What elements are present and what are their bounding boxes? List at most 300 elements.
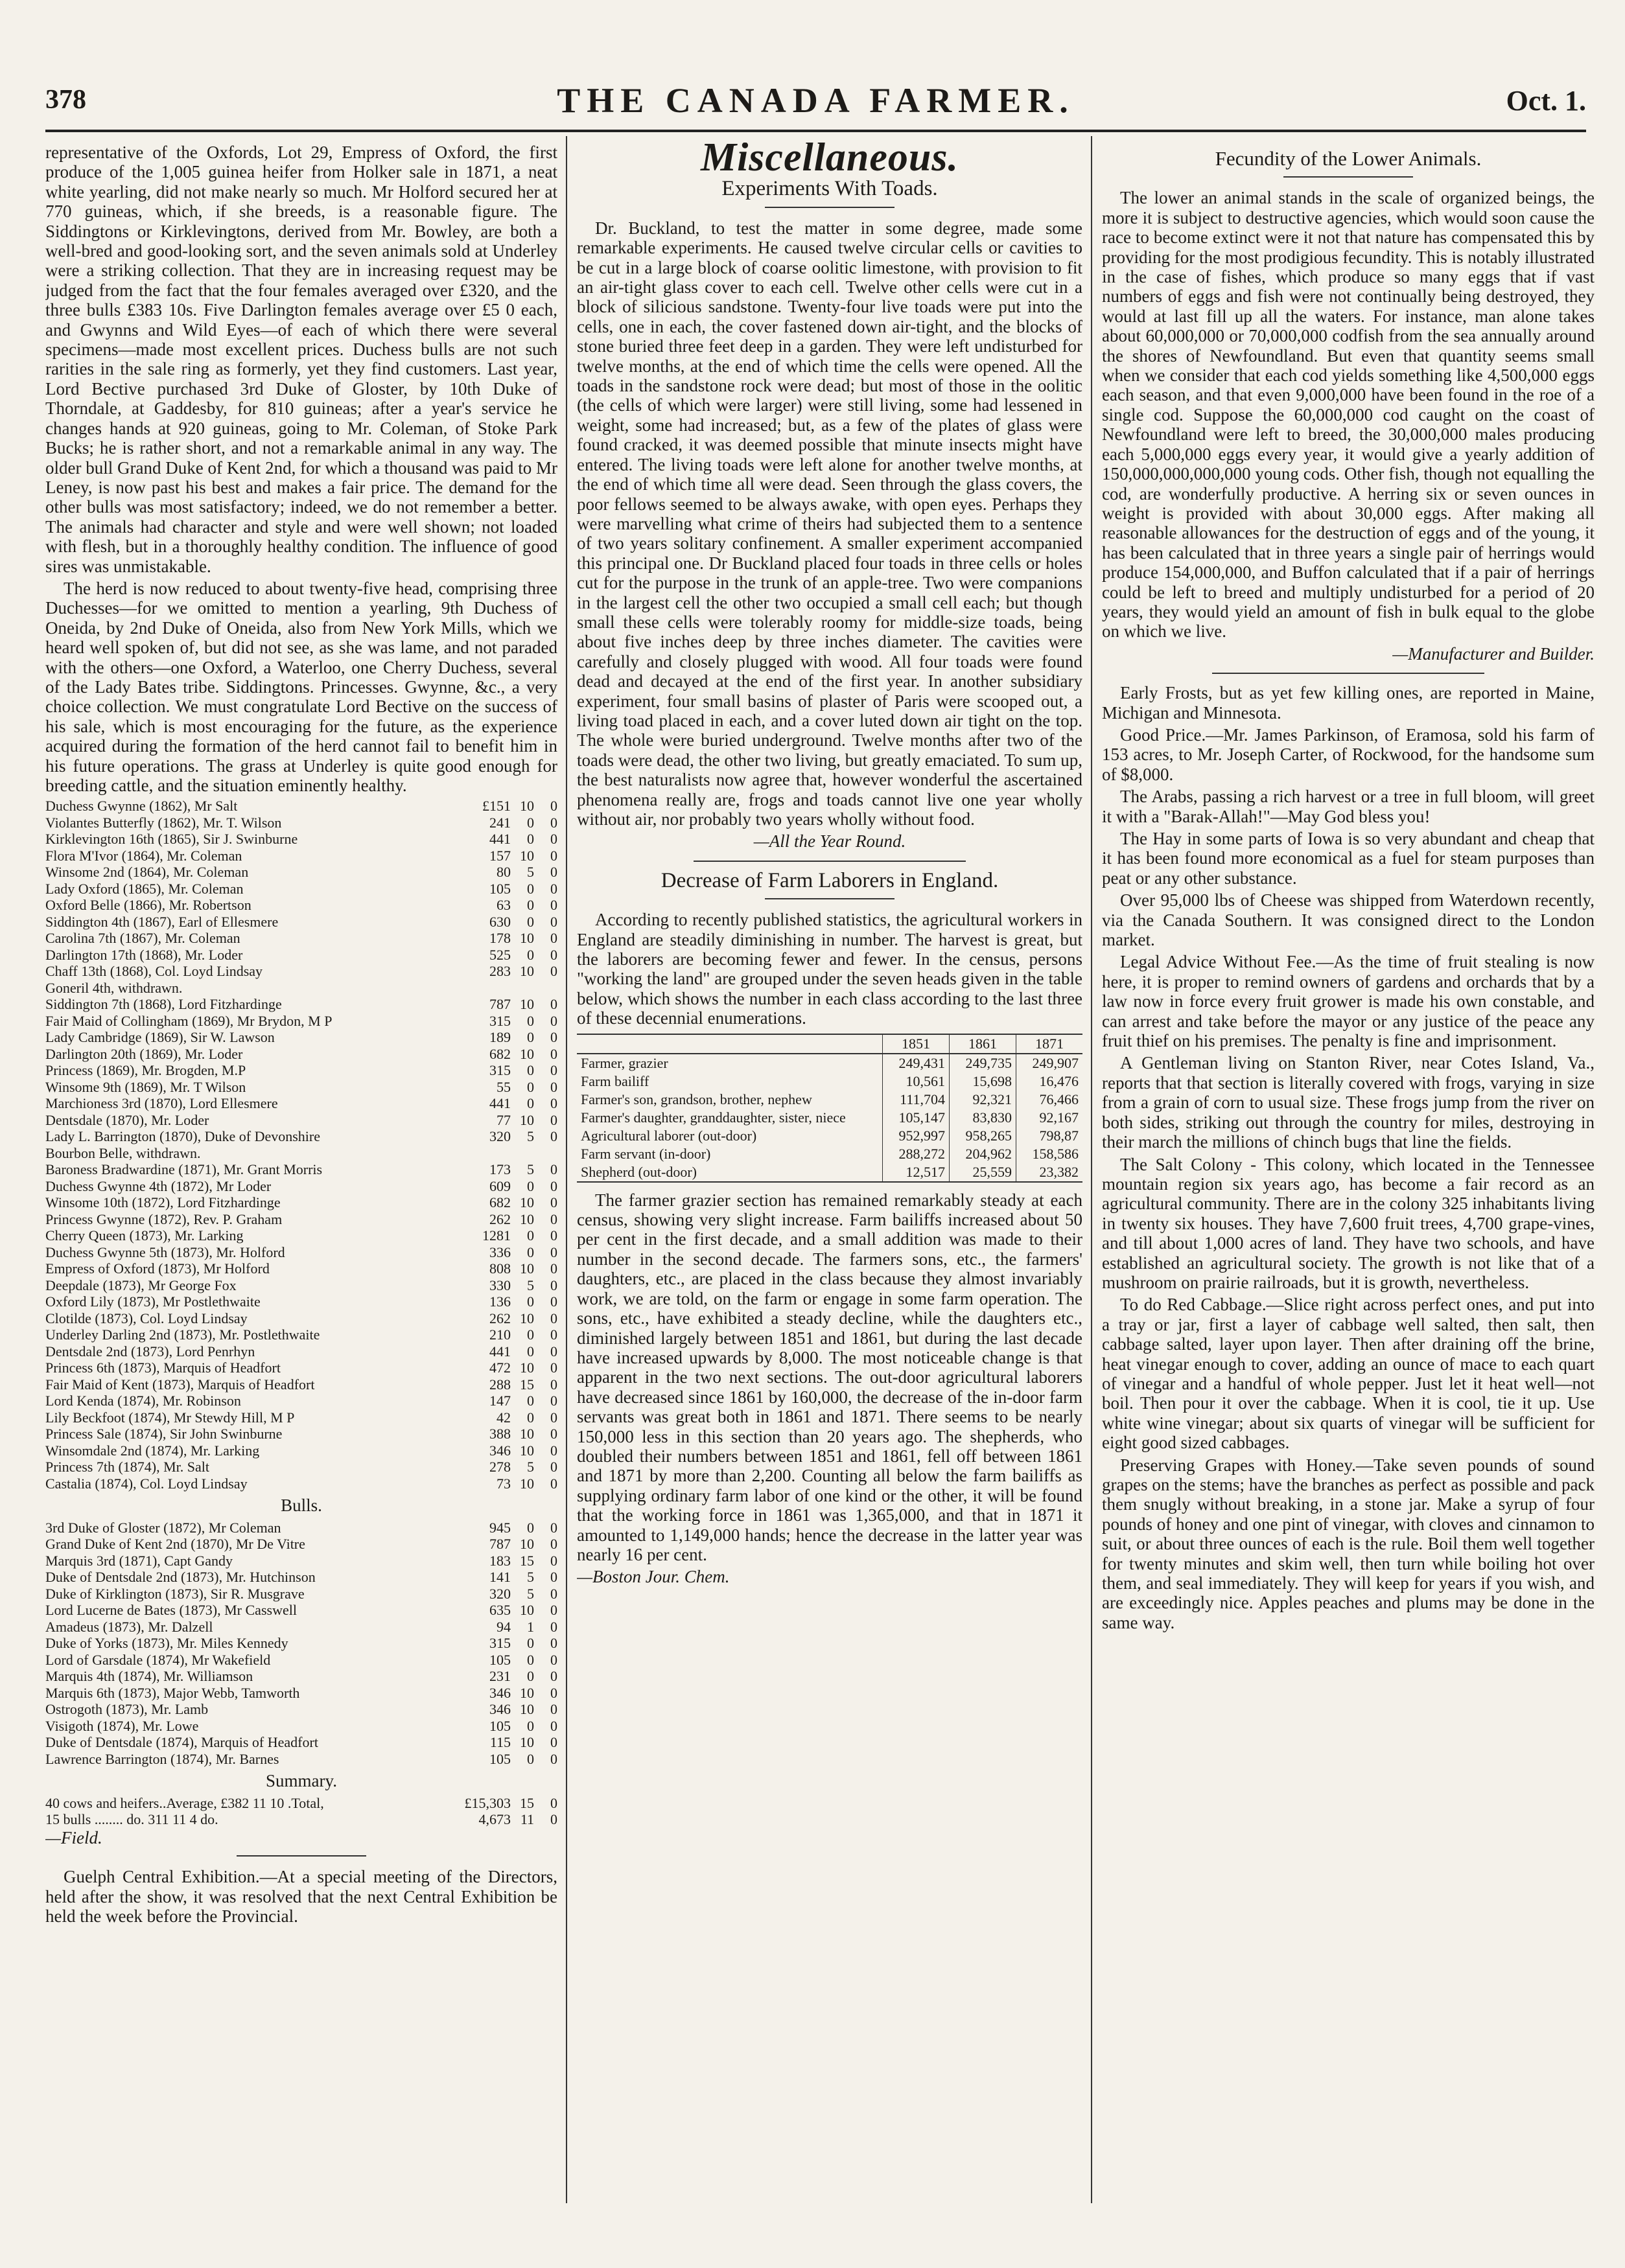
table-cell: 92,321 bbox=[950, 1091, 1016, 1109]
table-cell: 15,698 bbox=[950, 1072, 1016, 1091]
sale-price: 0 bbox=[550, 1177, 557, 1194]
sale-row bbox=[45, 1459, 557, 1475]
sale-price: 330 bbox=[489, 1277, 511, 1293]
sale-row bbox=[45, 1442, 557, 1459]
sale-price: 0 bbox=[550, 1750, 557, 1767]
sale-entry: Visigoth (1874), Mr. Lowe bbox=[45, 1717, 199, 1734]
sale-price: 0 bbox=[550, 1326, 557, 1343]
bulls-sale-table bbox=[45, 1520, 557, 1768]
sale-row bbox=[45, 1343, 557, 1360]
sale-entry: Lord Lucerne de Bates (1873), Mr Casswell bbox=[45, 1602, 297, 1619]
sale-row bbox=[45, 1310, 557, 1327]
sale-price: 0 bbox=[550, 1569, 557, 1586]
sale-row bbox=[45, 1668, 557, 1685]
table-cell: 249,907 bbox=[1016, 1054, 1083, 1072]
sale-entry: Flora M'Ivor (1864), Mr. Coleman bbox=[45, 847, 242, 864]
table-cell: 288,272 bbox=[883, 1145, 950, 1163]
sale-row bbox=[45, 1795, 557, 1812]
sale-price: 5 bbox=[527, 1569, 534, 1586]
sale-entry: Empress of Oxford (1873), Mr Holford bbox=[45, 1260, 270, 1277]
sale-price: 682 bbox=[489, 1194, 511, 1211]
table-row-label: Farmer, grazier bbox=[581, 1054, 668, 1071]
sale-entry: Darlington 17th (1868), Mr. Loder bbox=[45, 946, 243, 963]
sale-price: 10 bbox=[520, 1734, 534, 1751]
sale-entry: Carolina 7th (1867), Mr. Coleman bbox=[45, 930, 240, 947]
sale-price: 787 bbox=[489, 1536, 511, 1553]
sale-entry: Dentsdale 2nd (1873), Lord Penrhyn bbox=[45, 1343, 255, 1360]
sale-entry: Lord of Garsdale (1874), Mr Wakefield bbox=[45, 1651, 271, 1668]
red-cabbage-recipe: To do Red Cabbage.—Slice right across perfect ones, and put into a tray or jar, first a layer of cabbage well salted, then salt, then cabbage salted, layer upon layer. Then after draining off the brine, heat vinegar enough to cover, adding an ounce of mace to each quart of vinegar and a handful of whole pepper. Just let it heat well—not boil. Then pour it over the cabbage. When it is cool, tie it up. Use white wine vinegar; about six quarts of vinegar will be sufficient for eight good sized cabbages. bbox=[1102, 1295, 1595, 1453]
sale-price: 10 bbox=[520, 1602, 534, 1619]
sale-price: 173 bbox=[489, 1161, 511, 1178]
sale-price: 0 bbox=[550, 814, 557, 831]
section-title: Miscellaneous. bbox=[700, 143, 959, 179]
sale-entry: Duke of Yorks (1873), Mr. Miles Kennedy bbox=[45, 1635, 288, 1652]
sale-price: 189 bbox=[489, 1029, 511, 1046]
sale-price: 0 bbox=[550, 1442, 557, 1459]
sale-price: 15 bbox=[520, 1552, 534, 1569]
sale-entry: Duke of Kirklington (1873), Sir R. Musgrave bbox=[45, 1585, 305, 1602]
sale-entry: Clotilde (1873), Col. Loyd Lindsay bbox=[45, 1310, 248, 1326]
sale-price: 0 bbox=[550, 847, 557, 864]
sale-price: 0 bbox=[550, 831, 557, 848]
sale-entry: Princess Sale (1874), Sir John Swinburne bbox=[45, 1426, 283, 1442]
sale-price: 278 bbox=[489, 1459, 511, 1475]
legal-advice-note: Legal Advice Without Fee.—As the time of fruit stealing is now here, it is proper to remind owners of gardens and orchards that by a law now in force every fruit grower is made his own constable, and can arrest and take before the mayor or any justice of the peace any fruit thief on his premises. The penalty is fine and imprisonment. bbox=[1102, 952, 1595, 1051]
sale-row bbox=[45, 1602, 557, 1619]
page-number: 378 bbox=[45, 85, 86, 115]
sale-price: 0 bbox=[550, 1618, 557, 1635]
sale-price: 441 bbox=[489, 1095, 511, 1112]
sale-price: 10 bbox=[520, 1426, 534, 1442]
sale-row bbox=[45, 980, 557, 997]
table-cell: 204,962 bbox=[950, 1145, 1016, 1163]
sale-entry: Duke of Dentsdale (1874), Marquis of Headfort bbox=[45, 1734, 318, 1751]
sale-row bbox=[45, 1569, 557, 1586]
sale-price: 262 bbox=[489, 1210, 511, 1227]
sale-row bbox=[45, 1393, 557, 1409]
toads-article-title: Experiments With Toads. bbox=[721, 177, 938, 201]
table-header bbox=[577, 1034, 883, 1054]
sale-row bbox=[45, 914, 557, 931]
sale-price: 0 bbox=[550, 1029, 557, 1046]
sale-price: 0 bbox=[550, 1811, 557, 1828]
guelph-exhibition-note: Guelph Central Exhibition.—At a special meeting of the Directors, held after the show, it was resolved that the next Central Exhibition be held the week before the Provincial. bbox=[45, 1867, 557, 1926]
sale-row bbox=[45, 1112, 557, 1129]
sale-price: 0 bbox=[527, 1635, 534, 1652]
sale-price: 136 bbox=[489, 1293, 511, 1310]
sale-price: 0 bbox=[550, 1277, 557, 1293]
sale-price: 0 bbox=[550, 1585, 557, 1602]
sale-price bbox=[534, 1145, 557, 1162]
sale-row bbox=[45, 1718, 557, 1735]
decrease-article-intro: According to recently published statistics, the agricultural workers in England are steadily diminishing in number. The harvest is great, but the laborers are becoming fewer and fewer. In the census, persons "working the land" are grouped under the seven heads given in the table below, which shows the number in each class according to the last three of these decennial enumerations. bbox=[577, 910, 1082, 1028]
table-row bbox=[577, 1163, 1082, 1182]
sale-price: 0 bbox=[527, 897, 534, 914]
sale-price: £15,303 bbox=[464, 1794, 511, 1811]
sale-price: 0 bbox=[550, 1794, 557, 1811]
sale-price: 63 bbox=[497, 897, 511, 914]
sale-row bbox=[45, 798, 557, 815]
sale-price: 1281 bbox=[482, 1227, 511, 1244]
sale-price: 0 bbox=[527, 1227, 534, 1244]
sale-article-paragraph: The herd is now reduced to about twenty-five head, comprising three Duchesses—for we omitted to mention a yearling, 9th Duchess of Oneida, by 2nd Duke of Oneida, also from New York Mills, which we heard well spoken of, but did not see, as she was lame, and not paraded with the others—one Oxford, a Waterloo, one Cherry Duchess, several of the Lady Bates tribe. Siddingtons. Princesses. Gwynne, &c., a very choice collection. We must congratulate Lord Bective on the success of his sale, which is most encouraging for the future, as the experience acquired during the formation of the herd cannot fail to benefit him in his future operations. The grass at Underley is quite good enough for breeding cattle, and the situation eminently healthy. bbox=[45, 578, 557, 795]
sale-row bbox=[45, 1013, 557, 1030]
table-cell: 25,559 bbox=[950, 1163, 1016, 1182]
sale-price: 0 bbox=[550, 1078, 557, 1095]
table-row-label: Shepherd (out-door) bbox=[577, 1163, 883, 1182]
table-row-label: Farm servant (in-door) bbox=[581, 1145, 711, 1162]
masthead-title: THE CANADA FARMER. bbox=[557, 81, 1075, 120]
table-row bbox=[577, 1127, 1082, 1145]
sale-row bbox=[45, 1161, 557, 1178]
table-cell: 111,704 bbox=[883, 1091, 950, 1109]
sale-row bbox=[45, 1734, 557, 1751]
sale-price: 0 bbox=[550, 1244, 557, 1260]
sale-price: 10 bbox=[520, 1045, 534, 1062]
sale-price: 0 bbox=[550, 1360, 557, 1376]
sale-price: 0 bbox=[550, 946, 557, 963]
sale-entry: Siddington 4th (1867), Earl of Ellesmere bbox=[45, 913, 279, 930]
sale-price: 241 bbox=[489, 814, 511, 831]
sale-row bbox=[45, 1326, 557, 1343]
sale-row bbox=[45, 1520, 557, 1536]
sale-price: 0 bbox=[527, 1078, 534, 1095]
sale-price: 320 bbox=[489, 1128, 511, 1145]
frogs-note: A Gentleman living on Stanton River, near Cotes Island, Va., reports that that section is literally covered with frogs, varying in size from a grain of corn to usual size. These frogs jump from the river on both sides, striking out through the country for miles, destroying in their march the millions of chinch bugs that line the fields. bbox=[1102, 1053, 1595, 1152]
sale-entry: Cherry Queen (1873), Mr. Larking bbox=[45, 1227, 244, 1244]
column-divider bbox=[566, 136, 567, 2203]
sale-entry: Princess Gwynne (1872), Rev. P. Graham bbox=[45, 1210, 283, 1227]
sale-price: 42 bbox=[497, 1409, 511, 1426]
sale-row bbox=[45, 1128, 557, 1145]
sale-price: 10 bbox=[520, 798, 534, 815]
sale-price: 262 bbox=[489, 1310, 511, 1326]
sale-price: 10 bbox=[520, 1536, 534, 1553]
fecundity-article-body: The lower an animal stands in the scale of organized beings, the more it is subject to destructive agencies, which would soon cause the race to become extinct were it not that nature has compensated this by providing for the most prodigious fecundity. This is notably illustrated in the case of fishes, which produce so many eggs that if vast numbers of eggs and fish were not continually being destroyed, they would at last fill up all the waters. For instance, man alone takes about 60,000,000 or 70,000,000 codfish from the sea annually around the shores of Newfoundland. But even that quantity seems small when we consider that each cod yields something like 4,500,000 eggs each season, and that even 9,000,000 have been found in the roe of a single cod. Suppose the 60,000,000 cod caught on the coast of Newfoundland were left to breed, the 30,000,000 males producing each 5,000,000 eggs every year, it would give a yearly addition of 150,000,000,000,000 young cods. Other fish, though not equalling the cod, are wonderfully productive. A herring six or seven ounces in weight is provided with about 30,000 eggs. After making all reasonable allowances for the destruction of eggs and of the young, it has been calculated that in three years a single pair of herrings would produce 154,000,000, and Buffon calculated that if a pair of herrings could be left to breed and multiply undisturbed for a period of 20 years, they would yield an amount of fish in bulk equal to the globe on which we live. bbox=[1102, 188, 1595, 642]
sale-price: 141 bbox=[489, 1569, 511, 1586]
sale-price: 10 bbox=[520, 963, 534, 980]
sale-entry: Marquis 6th (1873), Major Webb, Tamworth bbox=[45, 1684, 300, 1701]
sale-price: 15 bbox=[520, 1794, 534, 1811]
sale-price: 315 bbox=[489, 1062, 511, 1079]
table-row bbox=[577, 1072, 1082, 1091]
sale-price: 178 bbox=[489, 930, 511, 947]
table-cell: 249,431 bbox=[883, 1054, 950, 1072]
sale-price bbox=[465, 1145, 511, 1162]
table-row bbox=[577, 1109, 1082, 1127]
sale-price: 0 bbox=[550, 1062, 557, 1079]
sale-row bbox=[45, 815, 557, 831]
sale-row bbox=[45, 1178, 557, 1195]
sale-price: 10 bbox=[520, 996, 534, 1013]
sale-price: 0 bbox=[527, 1326, 534, 1343]
toads-article-body: Dr. Buckland, to test the matter in some degree, made some remarkable experiments. He caused twelve circular cells or cavities to be cut in a large block of coarse oolitic limestone, with provision to fit an air-tight glass cover to each cell. Twelve other cells were cut in a block of silicious sandstone. Twenty-four live toads were put into the cells, one in each, the cover fastened down air-tight, and the blocks of stone buried three feet deep in a garden. They were left undisturbed for twelve months, at the end of which time the cells were opened. All the toads in the sandstone rock were dead; but most of those in the oolitic (the cells of which were larger) were still living, some had lessened in weight, some had increased; but, as a few of the plates of glass were found cracked, it was deemed possible that minute insects might have entered. The living toads were left alone for another twelve months, at the end of which time all were dead. Seen through the glass covers, the poor fellows seemed to be always awake, with open eyes. Perhaps they were marvelling what crime of theirs had subjected them to a sentence of two years solitary confinement. A smaller experiment accompanied this principal one. Dr Buckland placed four toads in three cells or holes cut for the purpose in the trunk of an apple-tree. Two were companions in the largest cell the other two occupied a small cell each; but though small these cells were tolerably roomy for middle-size toads, being about five inches deep by three inches diameter. The cavities were carefully and closely plugged with wood. All four toads were found dead and decayed at the end of the first year. In another subsidiary experiment, four small basins of plaster of Paris were scooped out, a living toad placed in each, and a cover luted down air tight on the top. The whole were buried underground. Twelve months after two of the toads were dead, the other two living, but greatly emaciated. To sum up, the best naturalists now agree that, however wonderful the ascertained phenomena really are, frogs and toads cannot live one year wholly without air, nor probably two years wholly without food. bbox=[577, 218, 1082, 829]
sale-entry: 40 cows and heifers..Average, £382 11 10 .Total, bbox=[45, 1794, 324, 1811]
sale-entry: Duchess Gwynne 5th (1873), Mr. Holford bbox=[45, 1244, 285, 1260]
sale-price: 0 bbox=[550, 1602, 557, 1619]
sale-entry: Violantes Butterfly (1862), Mr. T. Wilson bbox=[45, 814, 282, 831]
sale-price: 10 bbox=[520, 847, 534, 864]
preserving-grapes-recipe: Preserving Grapes with Honey.—Take seven pounds of sound grapes on the stems; have the branches as perfect as possible and pack them snugly without breaking, in a stone jar. Make a syrup of four pounds of honey and one pint of vinegar, with cloves and cinnamon to suit, or about three ounces of each is the rule. Boil them well together for twenty minutes and skim well, then turn while boiling hot over them, and seal immediately. They will keep for years if you wish, and are exceedingly nice. Apples peaches and plums may be done in the same way. bbox=[1102, 1455, 1595, 1632]
summary-signature: —Field. bbox=[45, 1827, 102, 1847]
sale-entry: Marquis 3rd (1871), Capt Gandy bbox=[45, 1552, 233, 1569]
sale-price: 0 bbox=[527, 1095, 534, 1112]
sale-entry: Lady Cambridge (1869), Sir W. Lawson bbox=[45, 1029, 275, 1046]
sale-entry: Duchess Gwynne (1862), Mr Salt bbox=[45, 798, 238, 815]
separator bbox=[237, 1855, 366, 1860]
sale-price: 0 bbox=[550, 1717, 557, 1734]
sale-price: 0 bbox=[550, 1519, 557, 1536]
sale-row bbox=[45, 848, 557, 864]
cows-sale-table bbox=[45, 798, 557, 1492]
sale-price: 0 bbox=[550, 1260, 557, 1277]
sale-entry: Lord Kenda (1874), Mr. Robinson bbox=[45, 1393, 241, 1409]
sale-price: 0 bbox=[550, 1376, 557, 1393]
toads-article-signature: —All the Year Round. bbox=[753, 831, 906, 851]
sale-price: 0 bbox=[550, 1293, 557, 1310]
sale-price: 115 bbox=[489, 1734, 511, 1751]
sale-price: 0 bbox=[550, 1701, 557, 1718]
sale-price: 5 bbox=[527, 1459, 534, 1475]
sale-entry: 15 bulls ........ do. 311 11 4 do. bbox=[45, 1811, 218, 1828]
summary-table bbox=[45, 1795, 557, 1828]
sale-price: 10 bbox=[520, 1360, 534, 1376]
sale-price: 1 bbox=[527, 1618, 534, 1635]
sale-price: 0 bbox=[550, 1552, 557, 1569]
sale-price: 5 bbox=[527, 1128, 534, 1145]
table-cell: 798,87 bbox=[1016, 1127, 1083, 1145]
sale-entry: Ostrogoth (1873), Mr. Lamb bbox=[45, 1701, 209, 1718]
sale-row bbox=[45, 881, 557, 897]
sale-price: 0 bbox=[550, 1459, 557, 1475]
sale-price: 11 bbox=[520, 1811, 534, 1828]
sale-entry: Marquis 4th (1874), Mr. Williamson bbox=[45, 1668, 253, 1685]
sale-entry: Grand Duke of Kent 2nd (1870), Mr De Vitre bbox=[45, 1536, 305, 1553]
sale-price: 0 bbox=[550, 1128, 557, 1145]
sale-price: 0 bbox=[527, 913, 534, 930]
sale-entry: Deepdale (1873), Mr George Fox bbox=[45, 1277, 237, 1293]
separator bbox=[765, 207, 894, 212]
sale-row bbox=[45, 1652, 557, 1669]
sale-price: 0 bbox=[550, 1651, 557, 1668]
table-cell: 958,265 bbox=[950, 1127, 1016, 1145]
sale-price: 0 bbox=[550, 1684, 557, 1701]
sale-row bbox=[45, 1376, 557, 1393]
sale-price: 15 bbox=[520, 1376, 534, 1393]
table-cell: 10,561 bbox=[883, 1072, 950, 1091]
table-cell: 158,586 bbox=[1016, 1145, 1083, 1163]
sale-price: 0 bbox=[527, 1393, 534, 1409]
fecundity-article-signature: —Manufacturer and Builder. bbox=[1392, 643, 1595, 664]
sale-price: 320 bbox=[489, 1585, 511, 1602]
sale-row bbox=[45, 1701, 557, 1718]
sale-price bbox=[511, 980, 534, 997]
sale-price: 0 bbox=[550, 1227, 557, 1244]
sale-row bbox=[45, 1536, 557, 1553]
sale-entry: Amadeus (1873), Mr. Dalzell bbox=[45, 1618, 213, 1635]
sale-price: 441 bbox=[489, 1343, 511, 1360]
sale-entry: Winsomdale 2nd (1874), Mr. Larking bbox=[45, 1442, 260, 1459]
sale-price: 0 bbox=[550, 1012, 557, 1029]
sale-row bbox=[45, 1685, 557, 1702]
sale-price: 0 bbox=[550, 1210, 557, 1227]
sale-row bbox=[45, 1145, 557, 1162]
sale-price: 635 bbox=[489, 1602, 511, 1619]
sale-price: 0 bbox=[550, 1343, 557, 1360]
sale-row bbox=[45, 1227, 557, 1244]
sale-price: 0 bbox=[550, 930, 557, 947]
sale-row bbox=[45, 831, 557, 848]
sale-price: 4,673 bbox=[478, 1811, 511, 1828]
sale-row bbox=[45, 1586, 557, 1603]
sale-price: 472 bbox=[489, 1360, 511, 1376]
sale-row bbox=[45, 864, 557, 881]
sale-price: 5 bbox=[527, 1277, 534, 1293]
sale-price: 0 bbox=[550, 1095, 557, 1112]
sale-row bbox=[45, 1260, 557, 1277]
sale-row bbox=[45, 996, 557, 1013]
column-2 bbox=[577, 143, 1082, 2210]
sale-price: 0 bbox=[550, 798, 557, 815]
sale-entry: Princess (1869), Mr. Brogden, M.P bbox=[45, 1062, 246, 1079]
sale-price: 346 bbox=[489, 1684, 511, 1701]
sale-price: 10 bbox=[520, 1194, 534, 1211]
sale-entry: Oxford Belle (1866), Mr. Robertson bbox=[45, 897, 251, 914]
sale-price: 0 bbox=[550, 1668, 557, 1685]
sale-row bbox=[45, 1244, 557, 1261]
sale-price: 105 bbox=[489, 1717, 511, 1734]
sale-price: 945 bbox=[489, 1519, 511, 1536]
sale-price: 0 bbox=[550, 1393, 557, 1409]
sale-price: 0 bbox=[527, 1668, 534, 1685]
sale-price: 0 bbox=[550, 963, 557, 980]
sale-price: 0 bbox=[527, 1750, 534, 1767]
table-row bbox=[577, 1054, 1082, 1072]
sale-price: 388 bbox=[489, 1426, 511, 1442]
sale-entry: Oxford Lily (1873), Mr Postlethwaite bbox=[45, 1293, 261, 1310]
sale-price: 10 bbox=[520, 1210, 534, 1227]
table-row-label: Agricultural laborer (out-door) bbox=[581, 1127, 757, 1144]
separator bbox=[694, 861, 966, 862]
table-cell: 83,830 bbox=[950, 1109, 1016, 1127]
sale-row bbox=[45, 1811, 557, 1828]
table-header: 1861 bbox=[950, 1034, 1016, 1054]
sale-price: 0 bbox=[527, 1409, 534, 1426]
sale-price: 283 bbox=[489, 963, 511, 980]
sale-price bbox=[534, 980, 557, 997]
sale-price: 77 bbox=[497, 1111, 511, 1128]
sale-price: 5 bbox=[527, 1161, 534, 1178]
farm-laborers-table bbox=[577, 1034, 1082, 1183]
sale-price: 0 bbox=[550, 1194, 557, 1211]
column-divider bbox=[1091, 136, 1092, 2203]
sale-price: 0 bbox=[550, 1635, 557, 1652]
sale-entry: Lady L. Barrington (1870), Duke of Devonshire bbox=[45, 1128, 321, 1145]
table-cell: 12,517 bbox=[883, 1163, 950, 1182]
sale-price: 630 bbox=[489, 913, 511, 930]
table-row-label: Farmer's daughter, granddaughter, sister, niece bbox=[581, 1109, 846, 1126]
sale-price: 315 bbox=[489, 1635, 511, 1652]
separator bbox=[765, 898, 894, 903]
sale-price: 80 bbox=[497, 864, 511, 881]
bulls-heading: Bulls. bbox=[281, 1496, 322, 1516]
sale-row bbox=[45, 1046, 557, 1063]
separator bbox=[1283, 176, 1413, 181]
sale-row bbox=[45, 930, 557, 947]
sale-price: 315 bbox=[489, 1012, 511, 1029]
sale-price: 10 bbox=[520, 1684, 534, 1701]
sale-entry: Marchioness 3rd (1870), Lord Ellesmere bbox=[45, 1095, 278, 1112]
table-header: 1871 bbox=[1016, 1034, 1083, 1054]
sale-price: 0 bbox=[527, 1012, 534, 1029]
sale-price: 157 bbox=[489, 847, 511, 864]
sale-price: 0 bbox=[527, 880, 534, 897]
sale-price: 10 bbox=[520, 1701, 534, 1718]
sale-price: 105 bbox=[489, 880, 511, 897]
sale-row bbox=[45, 1095, 557, 1112]
sale-price: 0 bbox=[527, 1343, 534, 1360]
sale-row bbox=[45, 963, 557, 980]
sale-entry: Winsome 10th (1872), Lord Fitzhardinge bbox=[45, 1194, 281, 1211]
fecundity-article-title: Fecundity of the Lower Animals. bbox=[1215, 147, 1482, 170]
sale-entry: Lady Oxford (1865), Mr. Coleman bbox=[45, 880, 244, 897]
sale-entry: Underley Darling 2nd (1873), Mr. Postlethwaite bbox=[45, 1326, 320, 1343]
table-cell: 249,735 bbox=[950, 1054, 1016, 1072]
sale-row bbox=[45, 1194, 557, 1211]
sale-price: 231 bbox=[489, 1668, 511, 1685]
column-1 bbox=[45, 143, 557, 2210]
sale-row bbox=[45, 1635, 557, 1652]
sale-row bbox=[45, 947, 557, 964]
sale-price: 210 bbox=[489, 1326, 511, 1343]
salt-colony-note: The Salt Colony - This colony, which located in the Tennessee mountain region six years ago, has become a fair record as an agricultural community. There are in the colony 325 inhabitants living in twenty six houses. They have 7,600 fruit trees, 4,700 grape-vines, and till about 1,000 acres of land. They have two schools, and have established an agricultural society. The growth is not like that of a mushroom on prairie railroads, but it is growth, nevertheless. bbox=[1102, 1154, 1595, 1292]
sale-entry: Dentsdale (1870), Mr. Loder bbox=[45, 1111, 209, 1128]
sale-row bbox=[45, 1553, 557, 1569]
sale-entry: Princess 6th (1873), Marquis of Headfort bbox=[45, 1360, 281, 1376]
sale-price: 0 bbox=[527, 946, 534, 963]
sale-row bbox=[45, 1211, 557, 1228]
sale-row bbox=[45, 897, 557, 914]
sale-price: 0 bbox=[550, 1045, 557, 1062]
decrease-article-title: Decrease of Farm Laborers in England. bbox=[661, 868, 999, 892]
sale-row bbox=[45, 1293, 557, 1310]
sale-price: 10 bbox=[520, 1260, 534, 1277]
table-row bbox=[577, 1145, 1082, 1163]
sale-price: 105 bbox=[489, 1651, 511, 1668]
sale-entry: Bourbon Belle, withdrawn. bbox=[45, 1144, 201, 1161]
sale-entry: Goneril 4th, withdrawn. bbox=[45, 979, 183, 996]
table-row bbox=[577, 1091, 1082, 1109]
sale-entry: Baroness Bradwardine (1871), Mr. Grant Morris bbox=[45, 1161, 323, 1178]
sale-price: 0 bbox=[550, 880, 557, 897]
sale-price: 0 bbox=[550, 1310, 557, 1326]
sale-price: 0 bbox=[527, 1029, 534, 1046]
sale-row bbox=[45, 1062, 557, 1079]
sale-price: 0 bbox=[527, 1651, 534, 1668]
sale-price: 0 bbox=[527, 814, 534, 831]
table-row-label: Farmer's son, grandson, brother, nephew bbox=[581, 1091, 812, 1107]
sale-price: 0 bbox=[550, 1111, 557, 1128]
sale-price: 0 bbox=[550, 1409, 557, 1426]
sale-price: 0 bbox=[550, 1475, 557, 1492]
sale-price: 0 bbox=[550, 1426, 557, 1442]
sale-entry: Winsome 2nd (1864), Mr. Coleman bbox=[45, 864, 249, 881]
table-cell: 23,382 bbox=[1016, 1163, 1083, 1182]
sale-price: 0 bbox=[527, 1062, 534, 1079]
sale-price: 609 bbox=[489, 1177, 511, 1194]
sale-price: 147 bbox=[489, 1393, 511, 1409]
